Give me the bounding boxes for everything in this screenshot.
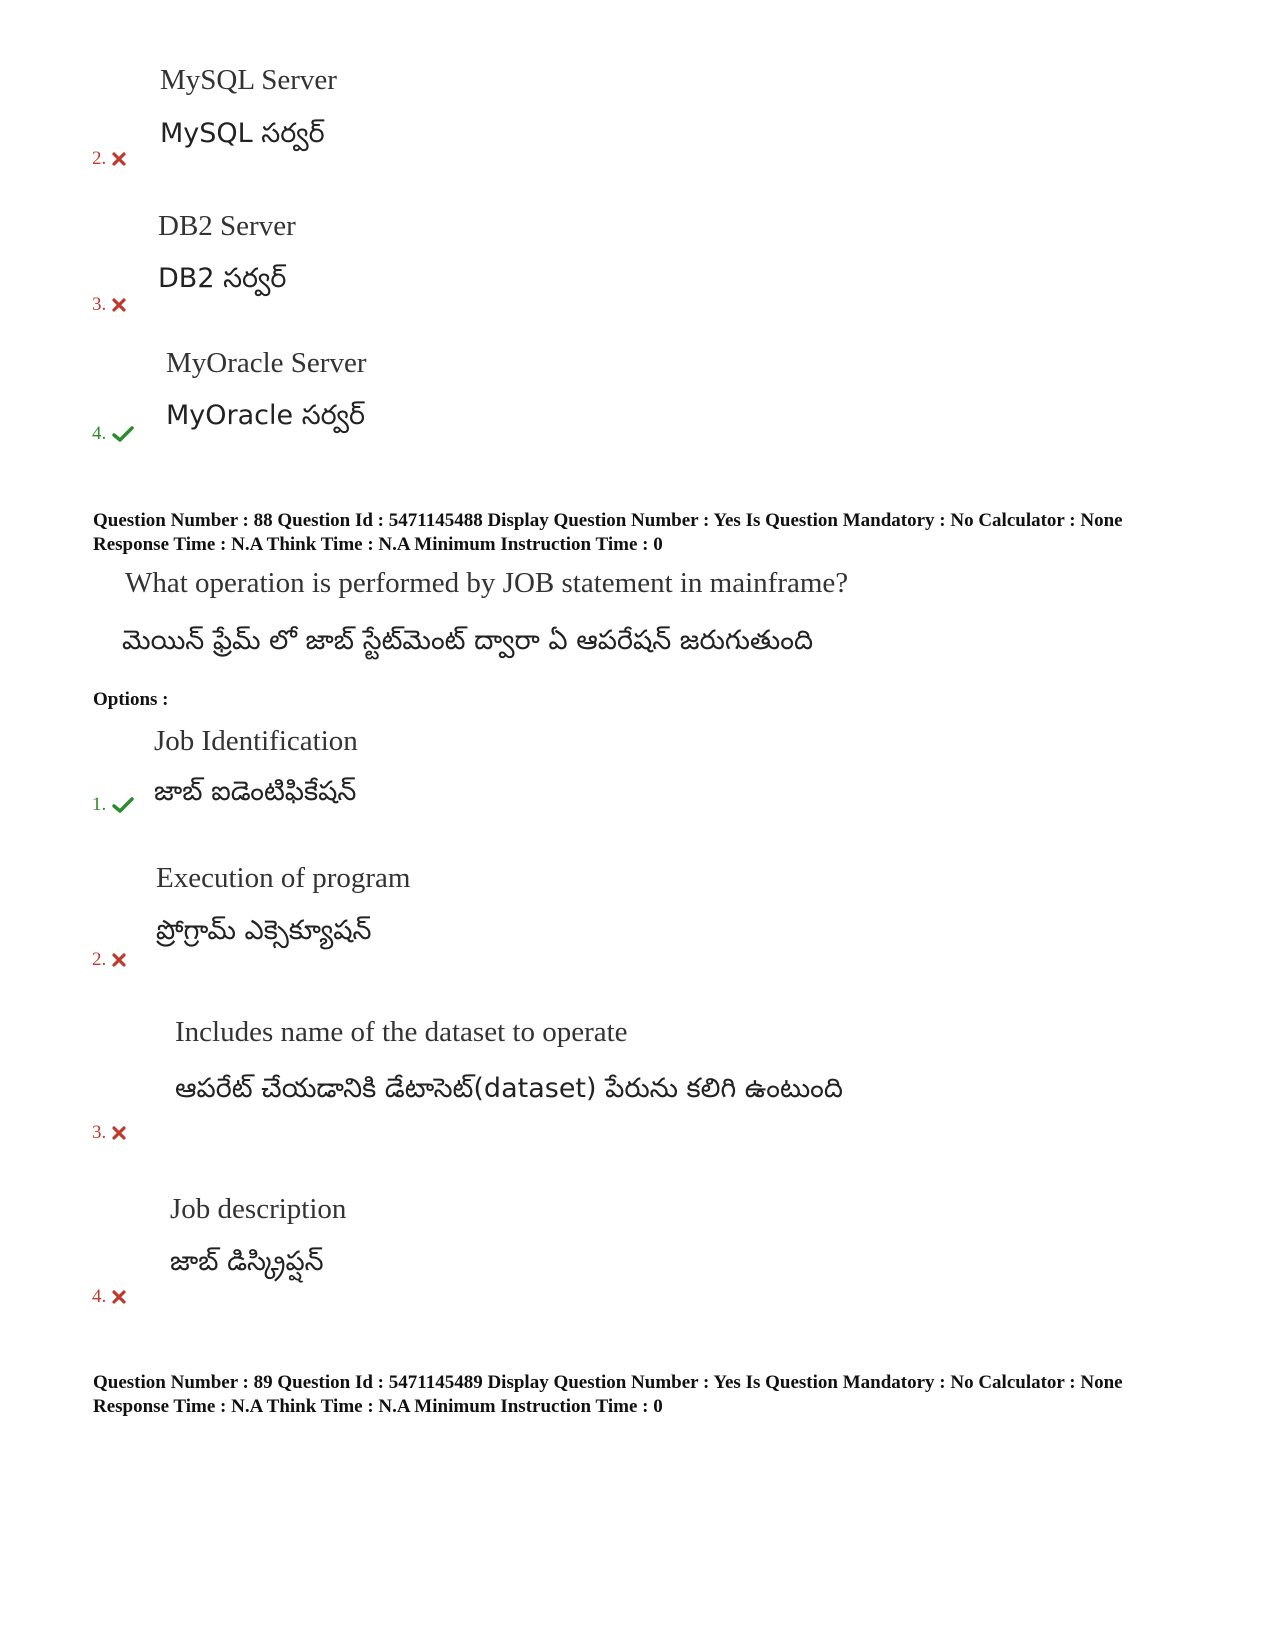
- cross-icon: [112, 953, 126, 967]
- cross-icon: [112, 152, 126, 166]
- option-text-te: MyOracle సర్వర్: [166, 400, 366, 431]
- option-number-label: 3.: [92, 294, 107, 315]
- question-text-te: మెయిన్ ఫ్రేమ్ లో జాబ్ స్టేట్‌మెంట్ ద్వారా ఏ ఆపరేషన్ జరుగుతుంది: [122, 625, 814, 656]
- option-text-en: Includes name of the dataset to operate: [175, 1016, 628, 1048]
- cross-icon: [112, 1126, 126, 1140]
- option-number: [92, 294, 126, 316]
- option-text-te: జాబ్ ఐడెంటిఫికేషన్: [154, 776, 357, 807]
- option-text-en: MyOracle Server: [166, 347, 367, 379]
- option-text-te: DB2 సర్వర్: [158, 263, 287, 294]
- option-text-en: DB2 Server: [158, 210, 296, 242]
- checkmark-icon: [112, 425, 134, 443]
- option-number-label: 2.: [92, 148, 107, 169]
- option-number: [92, 148, 126, 170]
- option-number-label: 4.: [92, 423, 107, 444]
- option-text-en: Job description: [170, 1193, 347, 1225]
- option-number-label: 4.: [92, 1286, 107, 1307]
- option-number-label: 1.: [92, 794, 107, 815]
- option-number: [92, 1286, 126, 1308]
- option-text-en: Execution of program: [156, 862, 411, 894]
- option-text-te: ప్రోగ్రామ్ ఎక్సెక్యూషన్: [156, 915, 372, 946]
- option-text-te: జాబ్ డిస్క్రిప్షన్: [170, 1246, 324, 1277]
- question-meta: Question Number : 88 Question Id : 5471145488 Display Question Number : Yes Is Question Mandatory : No Calculator : None Response Time : N.A Think Time : N.A Minimum Instruction Time : 0: [93, 510, 1123, 555]
- option-number: [92, 794, 134, 816]
- cross-icon: [112, 1290, 126, 1304]
- option-number-label: 3.: [92, 1122, 107, 1143]
- options-label: Options :: [93, 689, 169, 710]
- question-text-en: What operation is performed by JOB statement in mainframe?: [125, 567, 849, 599]
- option-text-te: ఆపరేట్ చేయడానికి డేటాసెట్(dataset) పేరును కలిగి ఉంటుంది: [175, 1073, 843, 1104]
- question-meta: Question Number : 89 Question Id : 5471145489 Display Question Number : Yes Is Question Mandatory : No Calculator : None Response Time : N.A Think Time : N.A Minimum Instruction Time : 0: [93, 1372, 1123, 1417]
- option-text-en: Job Identification: [154, 725, 358, 757]
- option-number-label: 2.: [92, 949, 107, 970]
- option-number: [92, 423, 134, 445]
- option-number: [92, 949, 126, 971]
- option-text-en: MySQL Server: [160, 64, 337, 96]
- checkmark-icon: [112, 796, 134, 814]
- option-text-te: MySQL సర్వర్: [160, 118, 325, 149]
- option-number: [92, 1122, 126, 1144]
- cross-icon: [112, 298, 126, 312]
